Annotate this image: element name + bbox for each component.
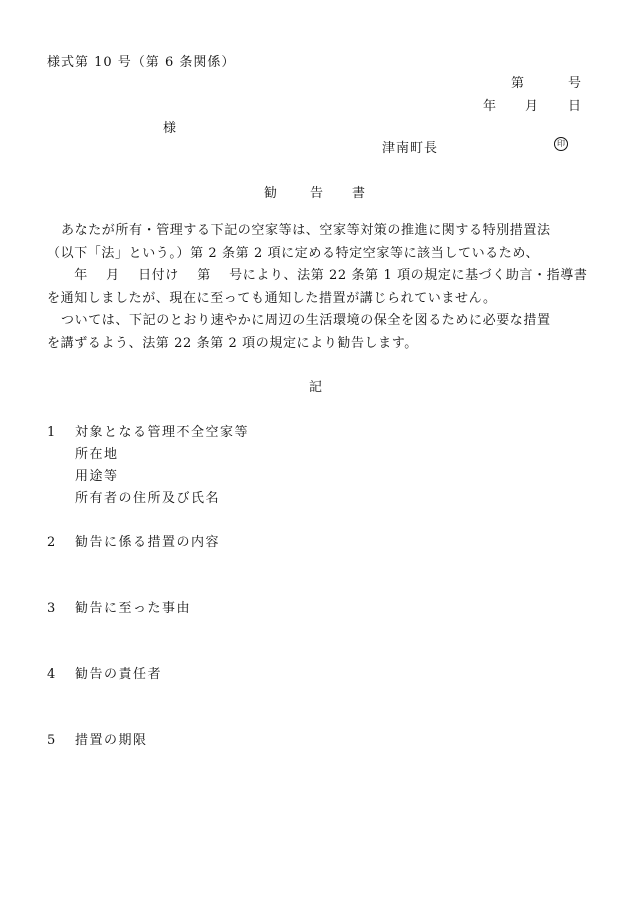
body-paragraph-2 — [47, 310, 592, 355]
item-number: 1 — [47, 425, 57, 440]
body-line: （以下「法」という。）第 2 条第 2 項に定める特定空家等に該当しているため、 — [47, 245, 540, 261]
date-year: 年 — [483, 99, 498, 114]
title-char-2: 告 — [310, 186, 325, 201]
body-line: あなたが所有・管理する下記の空家等は、空家等対策の推進に関する特別措置法 — [61, 223, 551, 238]
title-char-3: 書 — [352, 186, 367, 201]
date-day: 日 — [568, 99, 583, 114]
issuer-name: 津南町長 — [382, 141, 439, 156]
body-line: 年 月 日付け 第 号により、法第 22 条第 1 項の規定に基づく助言・指導書 — [47, 268, 588, 283]
body-line: を通知しましたが、現在に至っても通知した措置が講じられていません。 — [47, 290, 497, 306]
item-number: 3 — [47, 601, 57, 616]
list-item — [47, 597, 191, 616]
ki-heading: 記 — [309, 380, 324, 395]
item-label: 措置の期限 — [75, 733, 148, 748]
form-number: 様式第 10 号（第 6 条関係） — [47, 55, 236, 70]
item-label: 勧告に係る措置の内容 — [75, 535, 221, 550]
title-char-1: 勧 — [264, 186, 279, 201]
doc-number-go: 号 — [568, 76, 583, 91]
seal-mark: 印 — [554, 137, 568, 151]
item-label: 対象となる管理不全空家等 — [75, 425, 250, 440]
addressee-sama: 様 — [163, 121, 178, 136]
list-item — [47, 421, 249, 440]
list-item — [47, 531, 220, 550]
item1-owner: 所有者の住所及び氏名 — [75, 491, 221, 506]
list-item — [47, 663, 162, 682]
doc-number-label: 第 — [511, 76, 526, 91]
item1-location: 所在地 — [75, 447, 119, 462]
item-label: 勧告の責任者 — [75, 667, 163, 682]
body-line: ついては、下記のとおり速やかに周辺の生活環境の保全を図るために必要な措置 — [61, 313, 551, 328]
item1-usage: 用途等 — [75, 469, 119, 484]
item-number: 2 — [47, 535, 57, 550]
item-number: 5 — [47, 733, 57, 748]
date-month: 月 — [525, 99, 540, 114]
body-line: を講ずるよう、法第 22 条第 2 項の規定により勧告します。 — [47, 335, 418, 351]
item-label: 勧告に至った事由 — [75, 601, 192, 616]
list-item — [47, 729, 148, 748]
item-number: 4 — [47, 667, 57, 682]
body-paragraph-1 — [47, 220, 592, 310]
